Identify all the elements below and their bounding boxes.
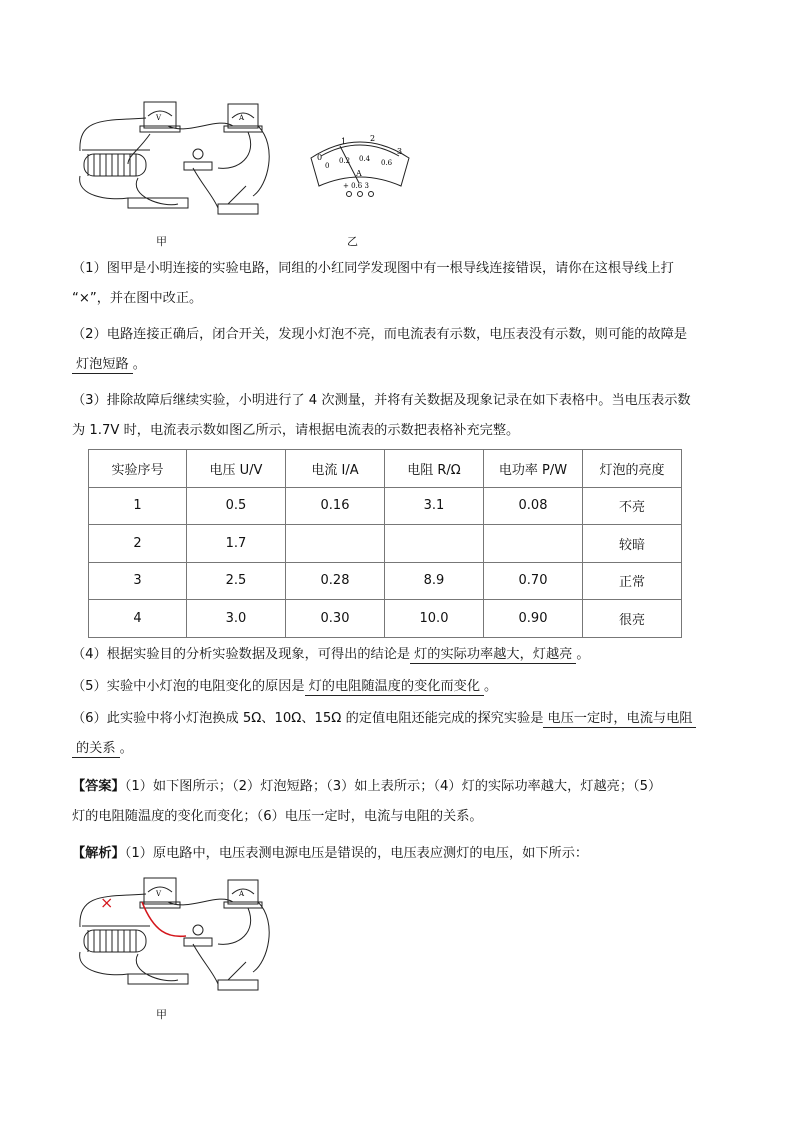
ammeter-symbol: A [239,114,245,122]
question-4-text: （4）根据实验目的分析实验数据及现象，可得出的结论是 [72,647,411,662]
table-cell: 0.28 [286,562,385,600]
table-cell: 2 [89,525,187,563]
table-cell: 3.1 [385,487,484,525]
question-1-line-2: “×”，并在图中改正。 [72,291,203,306]
question-5 [72,672,732,702]
terminal-labels: + 0.6 3 [343,182,369,190]
table-cell: 1 [89,487,187,525]
ammeter-dial [305,128,415,208]
table-cell: 3.0 [187,600,286,638]
cross-mark: × [100,893,114,912]
question-3-line-1: （3）排除故障后继续实验，小明进行了 4 次测量，并将有关数据及现象记录在如下表格中。当电压表示数 [72,393,691,408]
analysis-section [72,839,732,869]
question-6-answer-part-2: 的关系 [72,741,120,758]
question-6-text: （6）此实验中将小灯泡换成 5Ω、10Ω、15Ω 的定值电阻还能完成的探究实验是 [72,711,544,726]
table-cell: 3 [89,562,187,600]
question-2 [72,320,732,380]
top-scale-2: 2 [370,134,376,143]
answer-line-1: （1）如下图所示；（2）灯泡短路；（3）如上表所示；（4）灯的实际功率越大，灯越亮；（5） [124,779,662,794]
table-header: 电功率 P/W [484,450,583,488]
unit-label: A [356,169,362,178]
analysis-label: 【解析】 [72,846,125,861]
meter-caption: 乙 [347,235,358,248]
table-cell: 不亮 [583,487,682,525]
table-cell [286,525,385,563]
table-cell: 很亮 [583,600,682,638]
top-scale-1: 1 [341,137,347,146]
table-row [89,525,682,563]
table-cell: 0.16 [286,487,385,525]
question-2-line-1: （2）电路连接正确后，闭合开关，发现小灯泡不亮，而电流表有示数，电压表没有示数，则可能的故障是 [72,327,688,342]
table-cell [385,525,484,563]
question-4-answer: 灯的实际功率越大，灯越亮 [410,647,576,664]
bottom-scale-2: 0.4 [359,155,371,163]
voltmeter-symbol: V [156,890,162,898]
data-table [88,449,682,638]
analysis-line-1: （1）原电路中，电压表测电源电压是错误的，电压表应测灯的电压，如下所示： [124,846,589,861]
question-3-line-2: 为 1.7V 时，电流表示数如图乙所示，请根据电流表的示数把表格补充完整。 [72,423,520,438]
table-cell [484,525,583,563]
bottom-scale-3: 0.6 [381,159,393,167]
top-scale-0: 0 [317,153,323,162]
answer-section [72,772,732,832]
voltmeter-symbol: V [156,114,162,122]
question-5-answer: 灯的电阻随温度的变化而变化 [305,679,484,696]
circuit-diagram [68,96,278,221]
table-cell: 0.5 [187,487,286,525]
table-row [89,487,682,525]
table-cell: 0.30 [286,600,385,638]
question-2-end: 。 [132,357,146,372]
solution-caption: 甲 [156,1008,167,1021]
question-6-end: 。 [119,741,133,756]
table-header: 实验序号 [89,450,187,488]
table-cell: 正常 [583,562,682,600]
question-4-end: 。 [576,647,590,662]
question-6-answer-part-1: 电压一定时，电流与电阻 [543,711,696,728]
top-scale-3: 3 [397,147,403,156]
table-cell: 10.0 [385,600,484,638]
table-header-row [89,450,682,488]
table-header: 电阻 R/Ω [385,450,484,488]
question-6 [72,704,732,764]
bottom-scale-0: 0 [325,162,330,170]
table-cell: 2.5 [187,562,286,600]
ammeter-symbol: A [239,890,245,898]
table-header: 电压 U/V [187,450,286,488]
table-cell: 1.7 [187,525,286,563]
bottom-scale-1: 0.2 [339,157,351,165]
table-header: 灯泡的亮度 [583,450,682,488]
table-cell: 4 [89,600,187,638]
question-1 [72,254,732,314]
table-row [89,562,682,600]
table-header: 电流 I/A [286,450,385,488]
question-1-line-1: （1）图甲是小明连接的实验电路，同组的小红同学发现图中有一根导线连接错误，请你在这根导线上打 [72,261,674,276]
question-2-answer: 灯泡短路 [72,357,133,374]
table-cell: 0.08 [484,487,583,525]
circuit-caption: 甲 [156,235,167,248]
table-cell: 8.9 [385,562,484,600]
answer-label: 【答案】 [72,779,125,794]
answer-line-2: 灯的电阻随温度的变化而变化；（6）电压一定时，电流与电阻的关系。 [72,809,483,824]
question-5-end: 。 [484,679,498,694]
question-4 [72,640,732,670]
question-3 [72,386,732,446]
table-cell: 0.70 [484,562,583,600]
table-cell: 较暗 [583,525,682,563]
question-5-text: （5）实验中小灯泡的电阻变化的原因是 [72,679,305,694]
table-row [89,600,682,638]
corrected-circuit-diagram [68,872,278,1002]
table-cell: 0.90 [484,600,583,638]
